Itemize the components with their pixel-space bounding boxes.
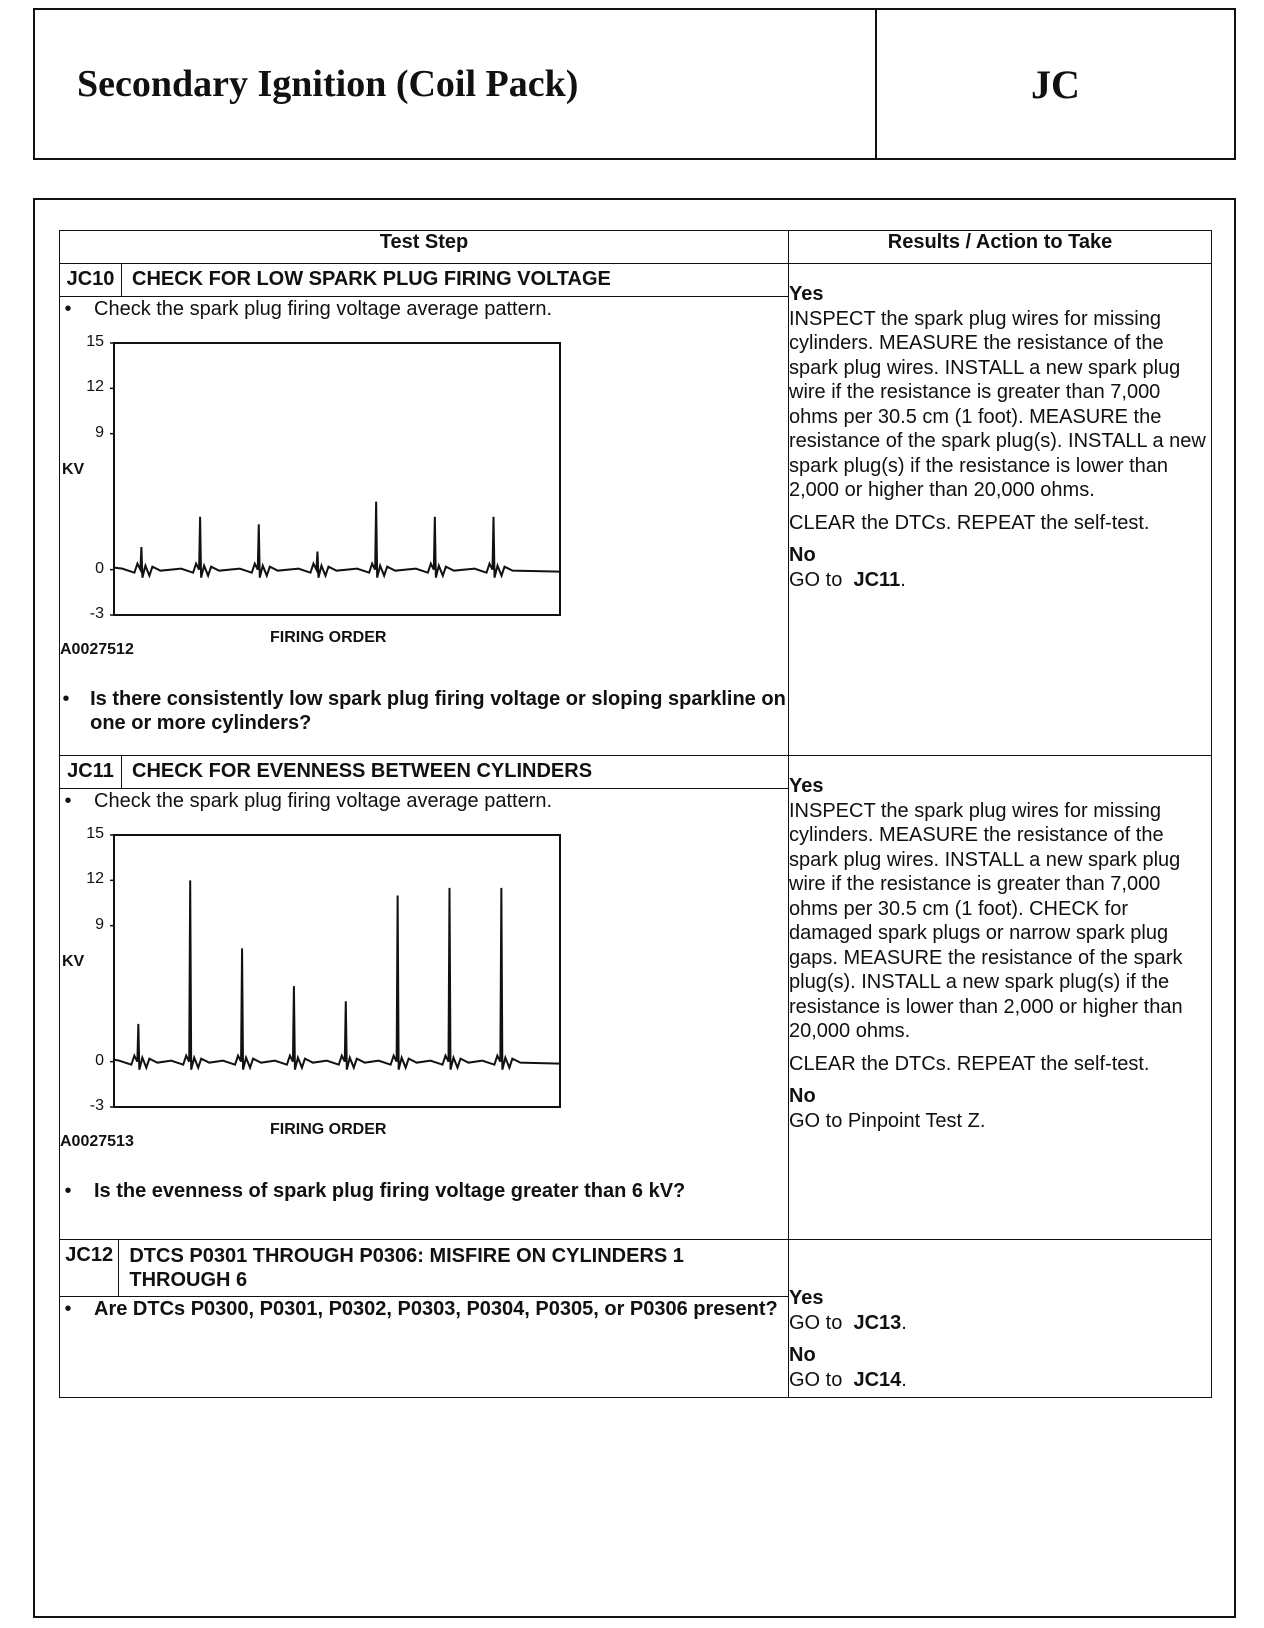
plot-area: [114, 835, 560, 1107]
no-label: No: [789, 1085, 816, 1107]
goto-link[interactable]: JC14: [853, 1368, 902, 1391]
y-axis-label: KV: [62, 953, 85, 971]
step-id: JC10: [60, 264, 122, 296]
y-tick-label: 12: [86, 378, 104, 396]
question: Is the evenness of spark plug firing voltage greater than 6 kV?: [94, 1180, 686, 1202]
section-code: JC: [1031, 61, 1080, 107]
yes-action-2: CLEAR the DTCs. REPEAT the self-test.: [789, 511, 1150, 534]
yes-label: Yes: [789, 1287, 824, 1309]
yes-action: INSPECT the spark plug wires for missing cylinders. MEASURE the resistance of the spark plug wires. INSTALL a new spark plug wire if the resistance is greater than 7,000 ohms per 30.5 cm (1 foot). CHECK for damaged spark plugs or narrow spark plug gaps. MEASURE the resistance of the spark plug(s). INSTALL a new spark plug(s) if the resistance is lower than 2,000 or higher than 20,000 ohms.: [789, 799, 1183, 1042]
firing-waveform: [114, 880, 560, 1069]
step-body: • Check the spark plug firing voltage average pattern. 15 12 9 0 -3 KV FIRING ORDER A0027512 • Is there consistently low spark plug firing voltage or sloping sparkline on one or more cylinders?: [60, 297, 789, 756]
firing-waveform: [114, 502, 560, 578]
procedure-frame: [33, 198, 1236, 1618]
x-axis-label: FIRING ORDER: [270, 1121, 387, 1138]
step-id: JC12: [60, 1240, 119, 1296]
yes-action: INSPECT the spark plug wires for missing cylinders. MEASURE the resistance of the spark plug wires. INSTALL a new spark plug wire if the resistance is greater than 7,000 ohms per 30.5 cm (1 foot). MEASURE the resistance of the spark plug(s). INSTALL a new spark plug(s) if the resistance is lower than 2,000 or higher than 20,000 ohms.: [789, 307, 1206, 501]
yes-action-2: CLEAR the DTCs. REPEAT the self-test.: [789, 1052, 1150, 1075]
step-result: [789, 264, 1212, 756]
test-step-table: [59, 230, 1212, 1398]
yes-label: Yes: [789, 775, 824, 797]
column-header-results: Results / Action to Take: [789, 231, 1212, 264]
y-tick-label: 15: [86, 333, 104, 350]
no-action: GO to Pinpoint Test Z.: [789, 1109, 986, 1132]
instruction: Check the spark plug firing voltage average pattern.: [94, 298, 553, 320]
step-result: [789, 756, 1212, 1240]
step-title: CHECK FOR LOW SPARK PLUG FIRING VOLTAGE: [132, 268, 611, 290]
no-action: GO to JC11.: [789, 568, 906, 591]
goto-link[interactable]: JC11: [853, 568, 901, 591]
no-action: GO to JC14.: [789, 1368, 907, 1391]
y-tick-label: 15: [86, 825, 104, 842]
page-header: [33, 8, 1236, 160]
figure-id: A0027513: [60, 1133, 134, 1150]
y-tick-label: -3: [89, 605, 104, 622]
y-tick-label: 9: [95, 915, 104, 933]
step-title: CHECK FOR EVENNESS BETWEEN CYLINDERS: [132, 760, 593, 782]
step-body: • Are DTCs P0300, P0301, P0302, P0303, P0304, P0305, or P0306 present?: [60, 1297, 789, 1398]
y-tick-label: 0: [95, 1051, 104, 1069]
firing-voltage-chart: [60, 819, 580, 1179]
x-axis-label: FIRING ORDER: [270, 629, 387, 646]
y-tick-label: -3: [89, 1097, 104, 1114]
no-label: No: [789, 544, 816, 566]
goto-link[interactable]: JC13: [853, 1311, 902, 1334]
y-axis-label: KV: [62, 461, 85, 479]
y-tick-label: 0: [95, 559, 104, 577]
column-header-test-step: Test Step: [60, 231, 789, 264]
step-result: [789, 1240, 1212, 1398]
step-title: DTCS P0301 THROUGH P0306: MISFIRE ON CYLINDERS 1 THROUGH 6: [129, 1245, 684, 1291]
y-tick-label: 9: [95, 423, 104, 441]
firing-voltage-chart: [60, 327, 580, 687]
step-id: JC11: [60, 756, 122, 788]
no-label: No: [789, 1344, 816, 1366]
yes-action: GO to JC13.: [789, 1311, 907, 1334]
y-tick-label: 12: [86, 870, 104, 888]
question: Is there consistently low spark plug firing voltage or sloping sparkline on one or more cylinders?: [90, 688, 786, 734]
yes-label: Yes: [789, 283, 824, 305]
page-title: Secondary Ignition (Coil Pack): [35, 10, 877, 158]
plot-area: [114, 343, 560, 615]
step-body: • Check the spark plug firing voltage average pattern. 15 12 9 0 -3 KV FIRING ORDER A0027513 • Is the evenness of spark plug firing voltage greater than 6 kV?: [60, 789, 789, 1240]
instruction: Check the spark plug firing voltage average pattern.: [94, 790, 553, 812]
figure-id: A0027512: [60, 641, 134, 658]
question: Are DTCs P0300, P0301, P0302, P0303, P0304, P0305, or P0306 present?: [94, 1298, 778, 1320]
